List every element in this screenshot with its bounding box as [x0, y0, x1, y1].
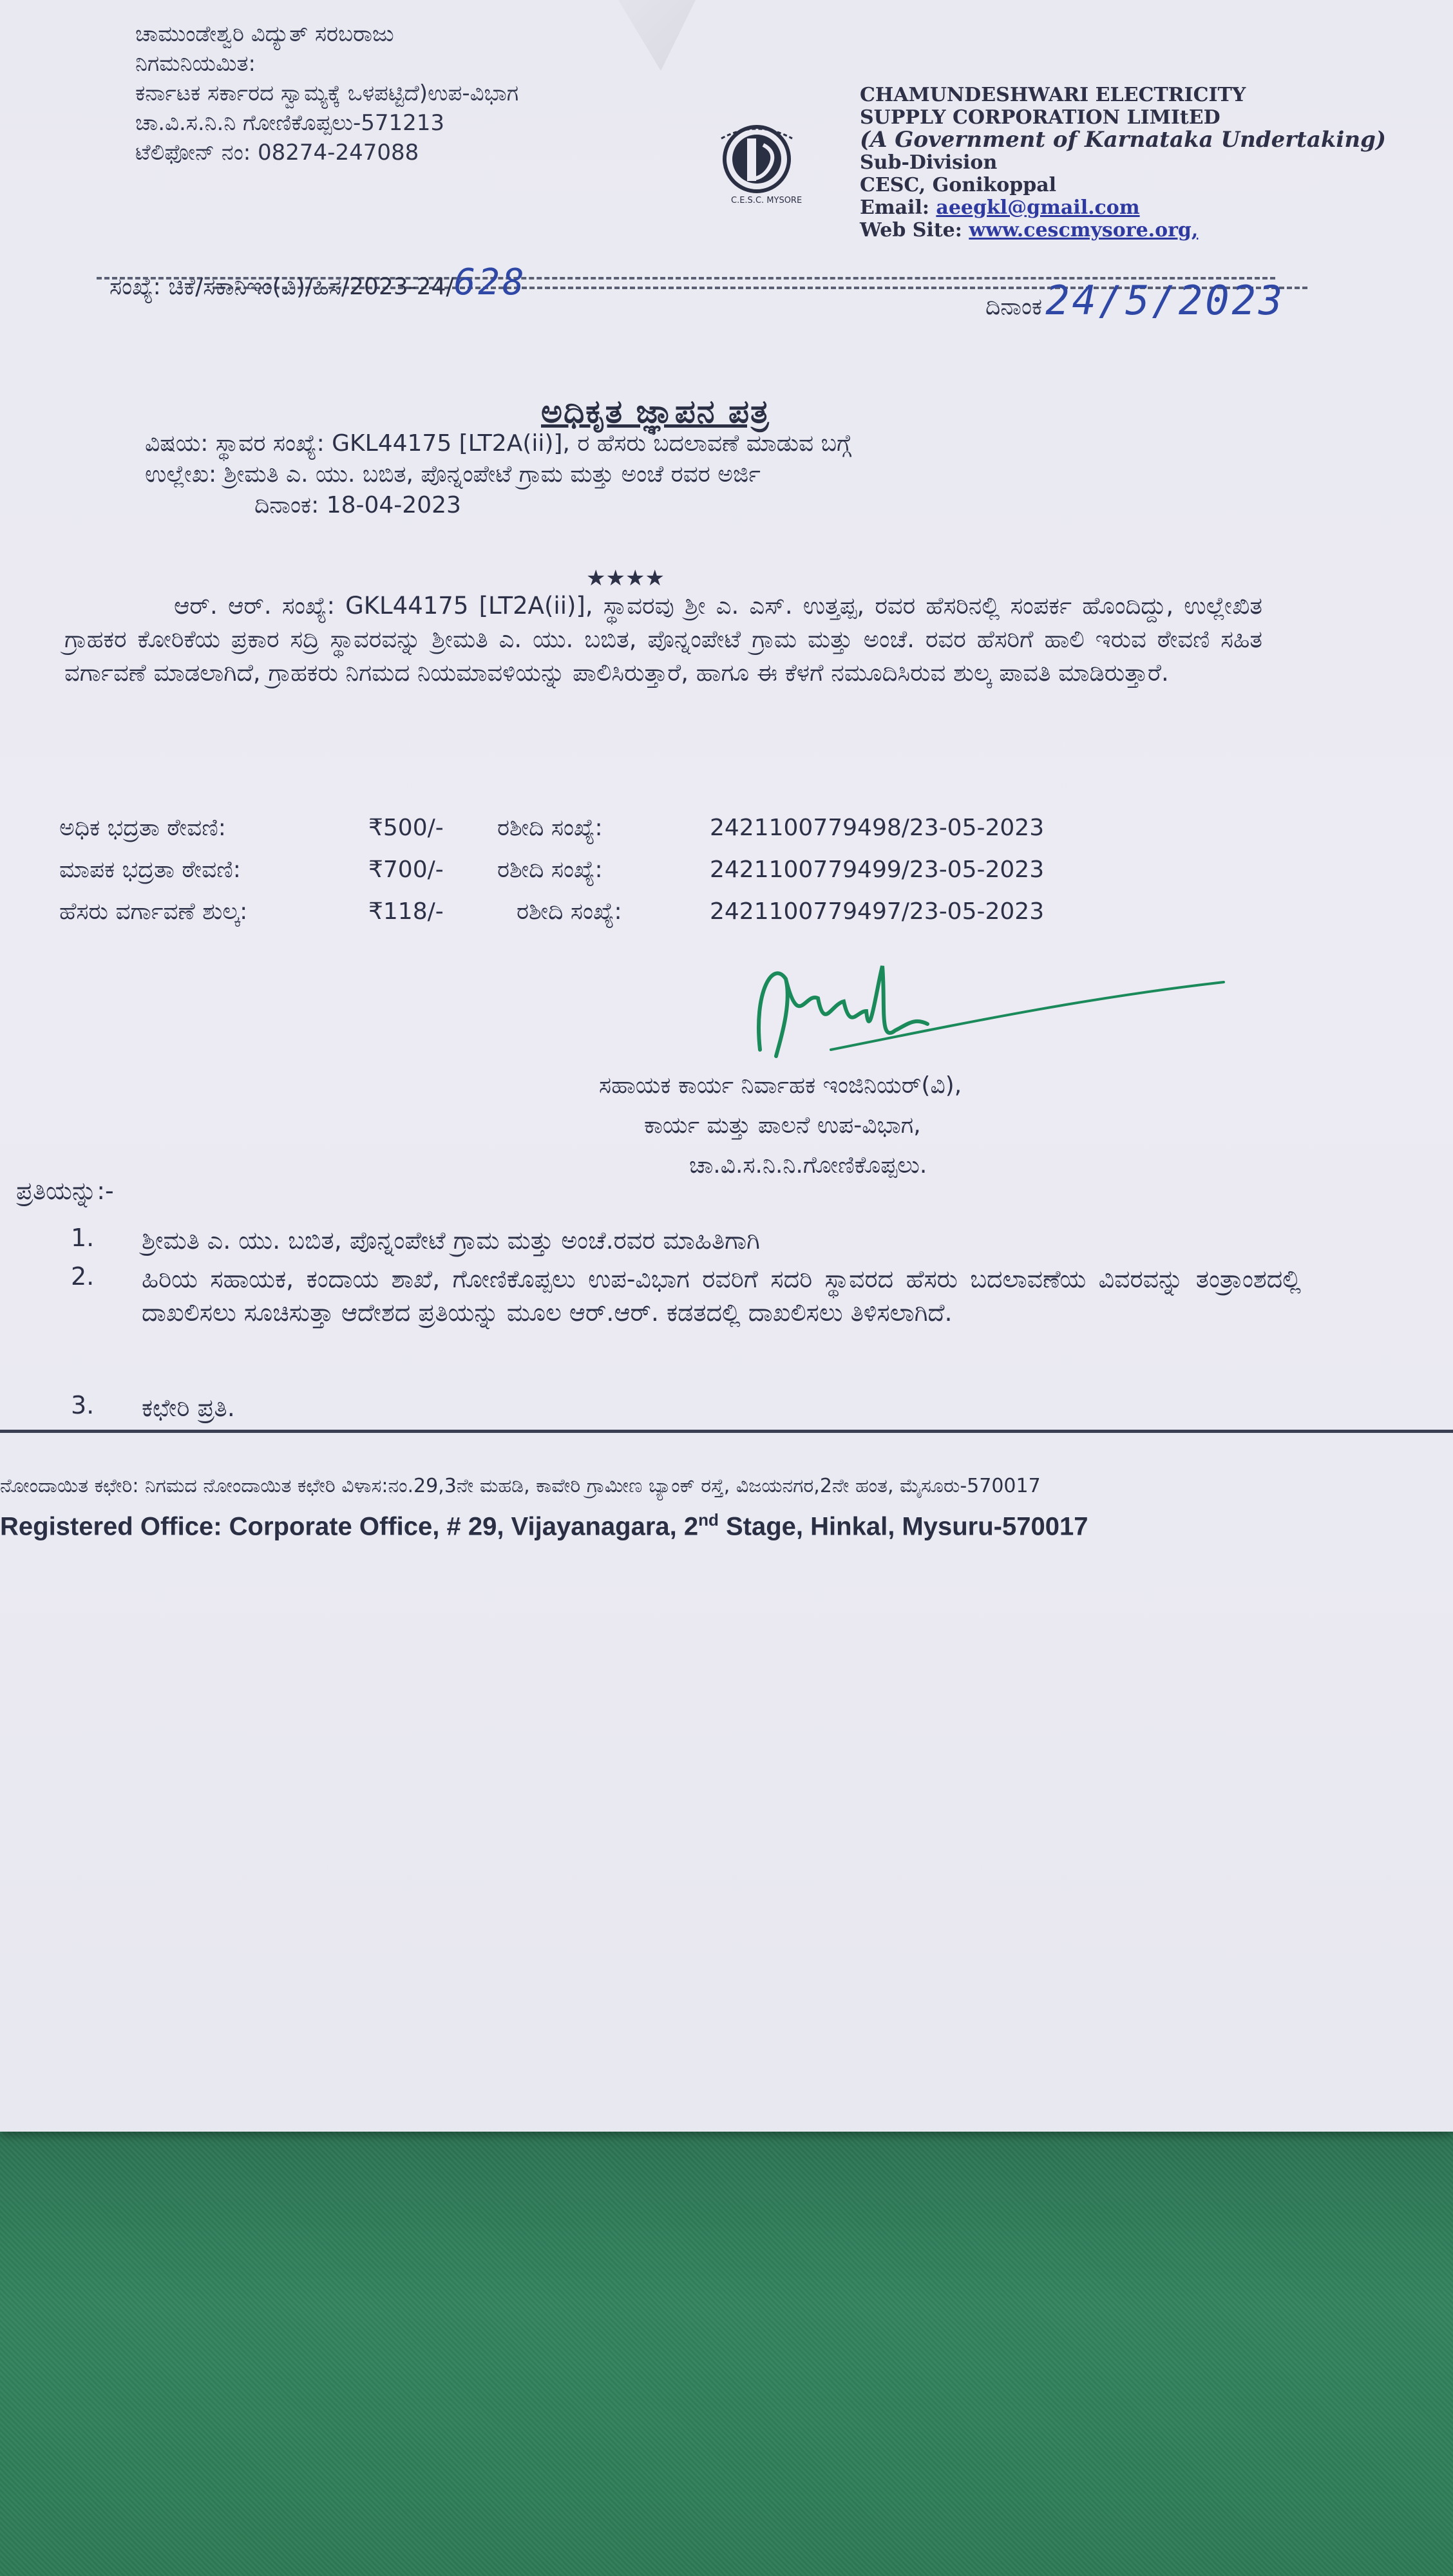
paper-fold [618, 0, 696, 71]
reference-handwritten-number: 628 [453, 261, 527, 303]
office-location: CESC, Gonikoppal [860, 174, 1057, 196]
date-label: ದಿನಾಂಕ [985, 294, 1043, 320]
memo-title: ಅಧಿಕೃತ ಜ್ಞಾಪನ ಪತ್ರ [541, 393, 770, 430]
header-kn-line: ಟೆಲಿಫೋನ್ ನಂ: 08274-247088 [135, 140, 419, 166]
footer-en-sup: nd [698, 1510, 719, 1530]
handwritten-date: 24/5/2023 [1045, 277, 1286, 324]
website-label: Web Site: [860, 219, 962, 242]
signatory-block [599, 1066, 962, 1186]
reference-date-line: ದಿನಾಂಕ: 18-04-2023 [254, 492, 461, 518]
copy-number: 3. [71, 1391, 95, 1419]
reference-prefix: ಸಂಖ್ಯೆ: ಚಿಕೆ/ಸಕಾನಿಇಂ(ವಿ)/ಹಿಸ/2023-24/ [109, 274, 454, 300]
letter-date [985, 277, 1285, 324]
footer-en-suffix: Stage, Hinkal, Mysuru-570017 [718, 1512, 1088, 1541]
receipt-label: ರಶೀದಿ ಸಂಖ್ಯೆ: [517, 898, 622, 925]
copy-text: ಹಿರಿಯ ಸಹಾಯಕ, ಕಂದಾಯ ಶಾಖೆ, ಗೋಣಿಕೊಪ್ಪಲು ಉಪ-ವಿಭಾಗ ರವರಿಗೆ ಸದರಿ ಸ್ಥಾವರದ ಹೆಸರು ಬದಲಾವಣೆಯ ವಿವರವನ್ನು ತಂತ್ರಾಂಶದಲ್ಲಿ ದಾಖಲಿಸಲು ಸೂಚಿಸುತ್ತಾ ಆದೇಶದ ಪ್ರತಿಯನ್ನು ಮೂಲ ಆರ್.ಆರ್. ಕಡತದಲ್ಲಿ ದಾಖಲಿಸಲು ತಿಳಿಸಲಾಗಿದೆ. [142, 1265, 1301, 1327]
fee-amount: ₹118/- [368, 898, 444, 925]
email-link[interactable]: aeegkl@gmail.com [936, 196, 1140, 219]
header-english [860, 84, 1386, 242]
logo-caption: C.E.S.C. MYSORE [731, 196, 802, 205]
fee-row [59, 815, 1044, 842]
footer-registered-office-en [0, 1510, 1088, 1541]
receipt-label: ರಶೀದಿ ಸಂಖ್ಯೆ: [497, 815, 603, 841]
footer-divider [0, 1430, 1453, 1433]
copies-heading: ಪ್ರತಿಯನ್ನು:- [16, 1177, 114, 1205]
company-name-line2: SUPPLY CORPORATION LIMItED [860, 106, 1220, 129]
reference-number [109, 261, 527, 303]
reference-line: ಉಲ್ಲೇಖ: ಶ್ರೀಮತಿ ಎ. ಯು. ಬಬಿತ, ಪೊನ್ನಂಪೇಟೆ ಗ್ರಾಮ ಮತ್ತು ಅಂಚೆ ರವರ ಅರ್ಜಿ [145, 461, 761, 488]
footer-en-prefix: Registered Office: Corporate Office, # 29, Vijayanagara, 2 [0, 1512, 699, 1541]
header-kn-line: ಚಾಮುಂಡೇಶ್ವರಿ ವಿದ್ಯುತ್ ಸರಬರಾಜು [135, 21, 394, 47]
subject-block [145, 428, 851, 521]
fee-row [59, 857, 1044, 884]
fee-label: ಮಾಪಕ ಭದ್ರತಾ ಠೇವಣಿ: [59, 857, 241, 883]
copy-number: 2. [71, 1262, 95, 1291]
header-kn-line: ನಿಗಮನಿಯಮಿತ: [135, 51, 256, 77]
header-kn-line: ಚಾ.ವಿ.ಸ.ನಿ.ನಿ ಗೋಣಿಕೊಪ್ಪಲು-571213 [135, 110, 445, 136]
website-link[interactable]: www.cescmysore.org, [969, 219, 1199, 242]
fee-amount: ₹500/- [368, 815, 444, 841]
email-label: Email: [860, 196, 929, 219]
signatory-office: ಚಾ.ವಿ.ಸ.ನಿ.ನಿ.ಗೋಣಿಕೊಪ್ಪಲು. [689, 1152, 927, 1179]
sub-division: Sub-Division [860, 151, 998, 174]
fee-label: ಹೆಸರು ವರ್ಗಾವಣೆ ಶುಲ್ಕ: [59, 898, 248, 925]
receipt-number: 2421100779498/23-05-2023 [710, 815, 1045, 841]
receipt-number: 2421100779499/23-05-2023 [710, 857, 1045, 883]
copy-item [71, 1391, 142, 1419]
fee-row [59, 898, 1044, 925]
signature [747, 953, 1237, 1075]
company-name-line1: CHAMUNDESHWARI ELECTRICITY [860, 84, 1246, 106]
fee-label: ಅಧಿಕ ಭದ್ರತಾ ಠೇವಣಿ: [59, 815, 226, 841]
receipt-label: ರಶೀದಿ ಸಂಖ್ಯೆ: [497, 857, 603, 883]
email-line [860, 196, 1386, 219]
subject-line: ವಿಷಯ: ಸ್ಥಾವರ ಸಂಖ್ಯೆ: GKL44175 [LT2A(ii)], ರ ಹೆಸರು ಬದಲಾವಣೆ ಮಾಡುವ ಬಗ್ಗೆ [145, 430, 851, 457]
body-paragraph: ಆರ್. ಆರ್. ಸಂಖ್ಯೆ: GKL44175 [LT2A(ii)], ಸ್ಥಾವರವು ಶ್ರೀ ಎ. ಎಸ್. ಉತ್ತಪ್ಪ, ರವರ ಹೆಸರಿನಲ್ಲಿ ಸಂಪರ್ಕ ಹೊಂದಿದ್ದು, ಉಲ್ಲೇಖಿತ ಗ್ರಾಹಕರ ಕೋರಿಕೆಯ ಪ್ರಕಾರ ಸದ್ರಿ ಸ್ಥಾವರವನ್ನು ಶ್ರೀಮತಿ ಎ. ಯು. ಬಬಿತ, ಪೊನ್ನಂಪೇಟೆ ಗ್ರಾಮ ಮತ್ತು ಅಂಚೆ. ರವರ ಹೆಸರಿಗೆ ಹಾಲಿ ಇರುವ ಠೇವಣಿ ಸಹಿತ ವರ್ಗಾವಣೆ ಮಾಡಲಾಗಿದೆ, ಗ್ರಾಹಕರು ನಿಗಮದ ನಿಯಮಾವಳಿಯನ್ನು ಪಾಲಿಸಿರುತ್ತಾರೆ, ಹಾಗೂ ಈ ಕೆಳಗೆ ನಮೂದಿಸಿರುವ ಶುಲ್ಕ ಪಾವತಿ ಮಾಡಿರುತ್ತಾರೆ. [64, 592, 1262, 687]
cesc-logo-icon [702, 119, 824, 209]
receipt-number: 2421100779497/23-05-2023 [710, 898, 1045, 925]
header-kannada [135, 19, 518, 167]
copy-number: 1. [71, 1224, 95, 1252]
separator-stars: ★★★★ [586, 565, 665, 591]
signature-mark [747, 953, 1237, 1075]
copy-text: ಕಛೇರಿ ಪ್ರತಿ. [142, 1394, 235, 1422]
cesc-logo [702, 119, 824, 209]
signatory-section: ಕಾರ್ಯ ಮತ್ತು ಪಾಲನೆ ಉಪ-ವಿಭಾಗ, [644, 1112, 921, 1139]
signatory-designation: ಸಹಾಯಕ ಕಾರ್ಯ ನಿರ್ವಾಹಕ ಇಂಜಿನಿಯರ್(ವಿ), [599, 1072, 962, 1099]
table-surface [0, 2125, 1453, 2576]
footer-registered-office-kn: ನೋಂದಾಯಿತ ಕಛೇರಿ: ನಿಗಮದ ನೋಂದಾಯಿತ ಕಛೇರಿ ವಿಳಾಸ:ನಂ.29,3ನೇ ಮಹಡಿ, ಕಾವೇರಿ ಗ್ರಾಮೀಣ ಬ್ಯಾಂಕ್ ರಸ್ತೆ, ವಿಜಯನಗರ,2ನೇ ಹಂತ, ಮೈಸೂರು-570017 [0, 1475, 1041, 1497]
government-undertaking: (A Government of Karnataka Undertaking) [860, 127, 1386, 153]
copy-item [71, 1224, 142, 1252]
copy-text: ಶ್ರೀಮತಿ ಎ. ಯು. ಬಬಿತ, ಪೊನ್ನಂಪೇಟೆ ಗ್ರಾಮ ಮತ್ತು ಅಂಚೆ.ರವರ ಮಾಹಿತಿಗಾಗಿ [142, 1226, 760, 1255]
fee-amount: ₹700/- [368, 857, 444, 883]
website-line [860, 219, 1386, 242]
copy-item [71, 1262, 142, 1291]
header-kn-line: ಕರ್ನಾಟಕ ಸರ್ಕಾರದ ಸ್ವಾಮ್ಯಕ್ಕೆ ಒಳಪಟ್ಟಿದೆ)ಉಪ-ವಿಭಾಗ [135, 80, 519, 106]
